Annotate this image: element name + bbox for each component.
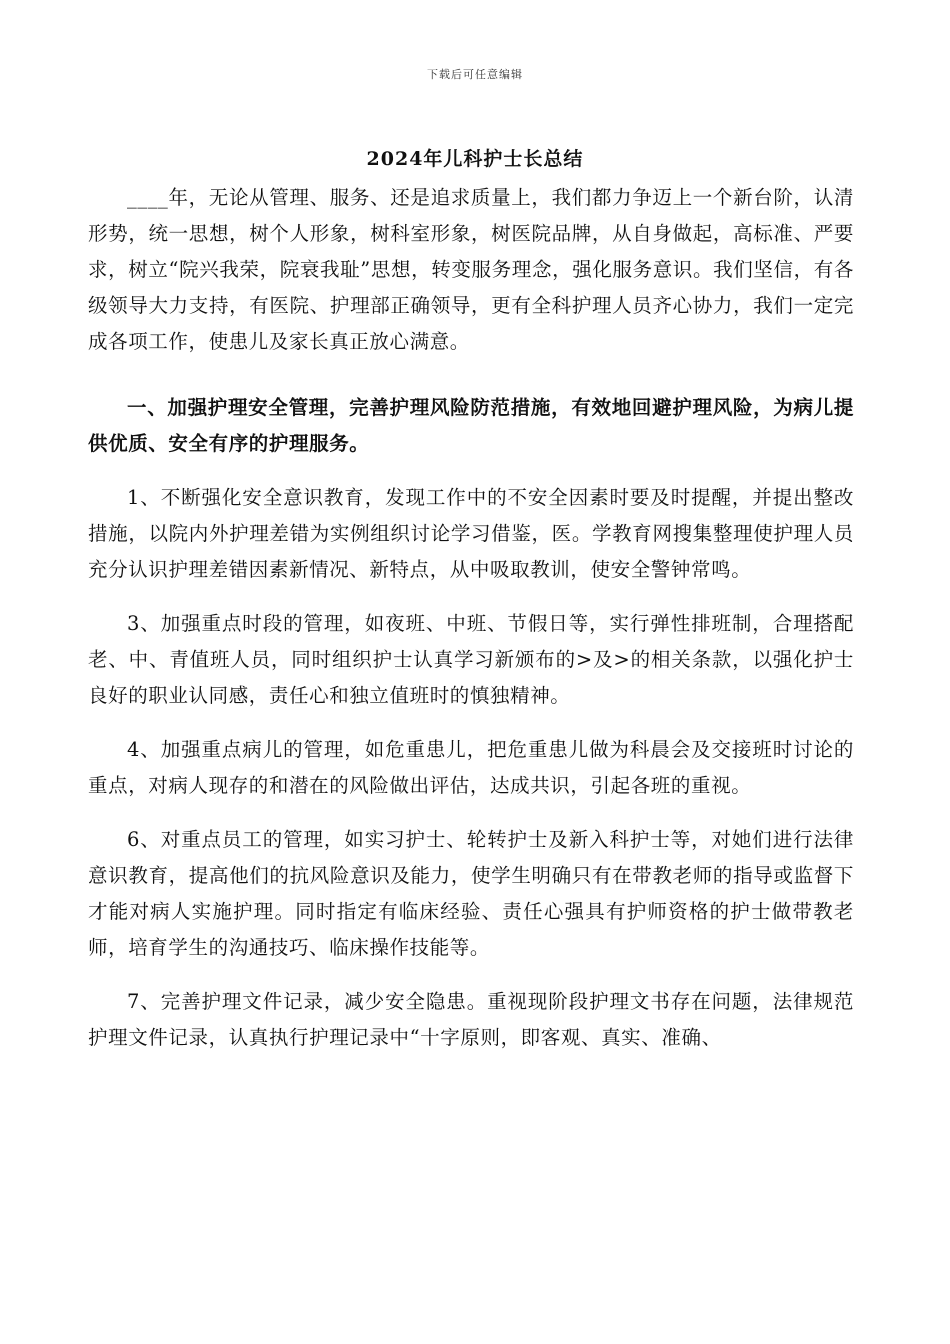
paragraph-item-3: 3、加强重点时段的管理，如夜班、中班、节假日等，实行弹性排班制，合理搭配老、中、青值班人员，同时组织护士认真学习新颁布的>及>的相关条款，以强化护士良好的职业认同感，责任心和独立值班时的慎独精神。 (88, 612, 854, 707)
document-body (88, 180, 854, 1074)
paragraph-item-4: 4、加强重点病儿的管理，如危重患儿，把危重患儿做为科晨会及交接班时讨论的重点，对病人现存的和潜在的风险做出评估，达成共识，引起各班的重视。 (88, 738, 854, 797)
paragraph-item-1: 1、不断强化安全意识教育，发现工作中的不安全因素时要及时提醒，并提出整改措施，以院内外护理差错为实例组织讨论学习借鉴，医。学教育网搜集整理使护理人员充分认识护理差错因素新情况、新特点，从中吸取教训，使安全警钟常鸣。 (88, 486, 854, 581)
intro-paragraph: ____年，无论从管理、服务、还是追求质量上，我们都力争迈上一个新台阶，认清形势，统一思想，树个人形象，树科室形象，树医院品牌，从自身做起，高标准、严要求，树立“院兴我荣，院衰我耻”思想，转变服务理念，强化服务意识。我们坚信，有各级领导大力支持，有医院、护理部正确领导，更有全科护理人员齐心协力，我们一定完成各项工作，使患儿及家长真正放心满意。 (88, 186, 854, 353)
paragraph-item-7: 7、完善护理文件记录，减少安全隐患。重视现阶段护理文书存在问题，法律规范护理文件记录，认真执行护理记录中“十字原则，即客观、真实、准确、 (88, 990, 854, 1049)
section-heading: 一、加强护理安全管理，完善护理风险防范措施，有效地回避护理风险，为病儿提供优质、安全有序的护理服务。 (88, 396, 854, 455)
header-note: 下载后可任意编辑 (427, 68, 523, 81)
document-title: 2024年儿科护士长总结 (366, 148, 584, 170)
paragraph-item-6: 6、对重点员工的管理，如实习护士、轮转护士及新入科护士等，对她们进行法律意识教育，提高他们的抗风险意识及能力，使学生明确只有在带教老师的指导或监督下才能对病人实施护理。同时指定有临床经验、责任心强具有护师资格的护士做带教老师，培育学生的沟通技巧、临床操作技能等。 (88, 828, 854, 959)
